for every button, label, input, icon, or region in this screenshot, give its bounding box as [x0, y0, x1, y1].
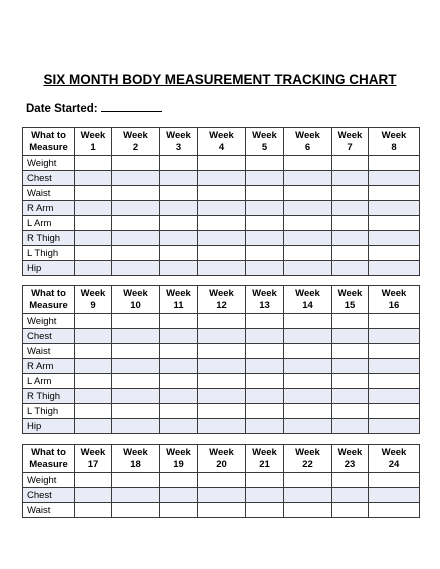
- entry-cell[interactable]: [246, 231, 284, 246]
- header-label-line2: Measure: [29, 458, 68, 470]
- measure-label: Waist: [23, 186, 75, 201]
- week-word: Week: [123, 447, 148, 458]
- week-word: Week: [252, 288, 277, 299]
- table-row: [23, 216, 420, 231]
- week-header-9: [75, 286, 112, 314]
- entry-cell[interactable]: [198, 488, 246, 503]
- entry-cell[interactable]: [160, 201, 198, 216]
- what-to-measure-header: [23, 128, 75, 156]
- date-started-blank-line[interactable]: [101, 101, 162, 112]
- entry-cell[interactable]: [198, 404, 246, 419]
- entry-cell[interactable]: [284, 503, 332, 518]
- entry-cell[interactable]: [284, 359, 332, 374]
- week-word: Week: [166, 130, 191, 141]
- entry-cell[interactable]: [246, 329, 284, 344]
- table-row: [23, 503, 420, 518]
- entry-cell[interactable]: [75, 503, 112, 518]
- entry-cell[interactable]: [284, 216, 332, 231]
- week-header-12: [198, 286, 246, 314]
- week-word: Week: [252, 447, 277, 458]
- entry-cell[interactable]: [332, 344, 369, 359]
- entry-cell[interactable]: [332, 156, 369, 171]
- entry-cell[interactable]: [112, 359, 160, 374]
- page-title: SIX MONTH BODY MEASUREMENT TRACKING CHART: [43, 72, 397, 87]
- week-word: Week: [209, 447, 234, 458]
- week-header-19: [160, 445, 198, 473]
- table-row: [23, 344, 420, 359]
- week-header-15: [332, 286, 369, 314]
- week-word: Week: [295, 130, 320, 141]
- week-word: Week: [123, 288, 148, 299]
- entry-cell[interactable]: [284, 473, 332, 488]
- measure-label: Hip: [23, 261, 75, 276]
- entry-cell[interactable]: [332, 216, 369, 231]
- entry-cell[interactable]: [246, 389, 284, 404]
- entry-cell[interactable]: [160, 329, 198, 344]
- entry-cell[interactable]: [369, 374, 420, 389]
- entry-cell[interactable]: [198, 261, 246, 276]
- table-row: [23, 246, 420, 261]
- entry-cell[interactable]: [284, 389, 332, 404]
- entry-cell[interactable]: [112, 374, 160, 389]
- entry-cell[interactable]: [198, 329, 246, 344]
- entry-cell[interactable]: [284, 261, 332, 276]
- entry-cell[interactable]: [246, 374, 284, 389]
- entry-cell[interactable]: [332, 419, 369, 434]
- week-word: Week: [209, 288, 234, 299]
- week-number: 8: [391, 141, 397, 153]
- measure-label: R Arm: [23, 201, 75, 216]
- week-header-13: [246, 286, 284, 314]
- entry-cell[interactable]: [332, 359, 369, 374]
- week-header-5: [246, 128, 284, 156]
- date-started-label: Date Started:: [26, 103, 98, 115]
- week-header-17: [75, 445, 112, 473]
- measure-label: R Arm: [23, 359, 75, 374]
- week-header-22: [284, 445, 332, 473]
- entry-cell[interactable]: [369, 186, 420, 201]
- entry-cell[interactable]: [160, 246, 198, 261]
- table-row: [23, 231, 420, 246]
- entry-cell[interactable]: [369, 231, 420, 246]
- entry-cell[interactable]: [112, 314, 160, 329]
- what-to-measure-header: [23, 286, 75, 314]
- header-label-line1: What to: [31, 447, 66, 458]
- table-row: [23, 186, 420, 201]
- entry-cell[interactable]: [246, 314, 284, 329]
- entry-cell[interactable]: [369, 359, 420, 374]
- entry-cell[interactable]: [75, 231, 112, 246]
- entry-cell[interactable]: [112, 404, 160, 419]
- entry-cell[interactable]: [198, 201, 246, 216]
- week-word: Week: [337, 288, 363, 299]
- measure-label: Waist: [23, 344, 75, 359]
- week-number: 24: [388, 458, 400, 470]
- entry-cell[interactable]: [112, 231, 160, 246]
- week-header-14: [284, 286, 332, 314]
- entry-cell[interactable]: [160, 503, 198, 518]
- date-started: [26, 101, 162, 115]
- entry-cell[interactable]: [112, 216, 160, 231]
- week-number: 21: [259, 458, 270, 470]
- entry-cell[interactable]: [246, 359, 284, 374]
- week-word: Week: [80, 447, 106, 458]
- entry-cell[interactable]: [160, 374, 198, 389]
- entry-cell[interactable]: [246, 246, 284, 261]
- entry-cell[interactable]: [284, 201, 332, 216]
- entry-cell[interactable]: [284, 404, 332, 419]
- entry-cell[interactable]: [284, 156, 332, 171]
- measure-label: Chest: [23, 488, 75, 503]
- week-number: 1: [90, 141, 96, 153]
- entry-cell[interactable]: [160, 389, 198, 404]
- week-header-21: [246, 445, 284, 473]
- header-row: [23, 286, 420, 314]
- table-row: [23, 329, 420, 344]
- entry-cell[interactable]: [332, 186, 369, 201]
- measure-label: Chest: [23, 329, 75, 344]
- entry-cell[interactable]: [246, 171, 284, 186]
- entry-cell[interactable]: [369, 404, 420, 419]
- entry-cell[interactable]: [246, 404, 284, 419]
- week-word: Week: [295, 288, 320, 299]
- header-label-line1: What to: [31, 288, 66, 299]
- week-header-3: [160, 128, 198, 156]
- entry-cell[interactable]: [160, 216, 198, 231]
- entry-cell[interactable]: [369, 201, 420, 216]
- entry-cell[interactable]: [160, 419, 198, 434]
- week-number: 23: [344, 458, 356, 470]
- measure-label: L Arm: [23, 216, 75, 231]
- week-header-1: [75, 128, 112, 156]
- entry-cell[interactable]: [160, 314, 198, 329]
- entry-cell[interactable]: [246, 419, 284, 434]
- entry-cell[interactable]: [284, 419, 332, 434]
- entry-cell[interactable]: [75, 216, 112, 231]
- entry-cell[interactable]: [332, 389, 369, 404]
- week-header-8: [369, 128, 420, 156]
- header-label-line1: What to: [31, 130, 66, 141]
- week-word: Week: [337, 130, 363, 141]
- week-number: 4: [218, 141, 225, 153]
- measure-label: Weight: [23, 314, 75, 329]
- entry-cell[interactable]: [112, 261, 160, 276]
- entry-cell[interactable]: [112, 329, 160, 344]
- entry-cell[interactable]: [369, 171, 420, 186]
- week-number: 7: [347, 141, 353, 153]
- week-word: Week: [252, 130, 277, 141]
- entry-cell[interactable]: [332, 171, 369, 186]
- measure-label: R Thigh: [23, 389, 75, 404]
- table-row: [23, 374, 420, 389]
- entry-cell[interactable]: [112, 389, 160, 404]
- entry-cell[interactable]: [75, 374, 112, 389]
- measure-label: L Thigh: [23, 404, 75, 419]
- entry-cell[interactable]: [198, 314, 246, 329]
- week-number: 5: [261, 141, 268, 153]
- entry-cell[interactable]: [369, 329, 420, 344]
- entry-cell[interactable]: [75, 473, 112, 488]
- entry-cell[interactable]: [332, 231, 369, 246]
- entry-cell[interactable]: [75, 404, 112, 419]
- entry-cell[interactable]: [369, 261, 420, 276]
- entry-cell[interactable]: [284, 344, 332, 359]
- entry-cell[interactable]: [284, 186, 332, 201]
- entry-cell[interactable]: [160, 231, 198, 246]
- entry-cell[interactable]: [160, 261, 198, 276]
- entry-cell[interactable]: [198, 344, 246, 359]
- entry-cell[interactable]: [369, 246, 420, 261]
- week-header-23: [332, 445, 369, 473]
- entry-cell[interactable]: [198, 156, 246, 171]
- entry-cell[interactable]: [75, 156, 112, 171]
- entry-cell[interactable]: [112, 201, 160, 216]
- week-word: Week: [381, 288, 407, 299]
- entry-cell[interactable]: [198, 473, 246, 488]
- entry-cell[interactable]: [75, 344, 112, 359]
- measure-label: Hip: [23, 419, 75, 434]
- entry-cell[interactable]: [160, 186, 198, 201]
- entry-cell[interactable]: [369, 216, 420, 231]
- table-row: [23, 201, 420, 216]
- week-number: 2: [132, 141, 139, 153]
- week-word: Week: [381, 130, 407, 141]
- week-number: 9: [90, 299, 96, 311]
- entry-cell[interactable]: [160, 156, 198, 171]
- header-label-line2: Measure: [29, 141, 68, 153]
- entry-cell[interactable]: [198, 389, 246, 404]
- entry-cell[interactable]: [75, 201, 112, 216]
- week-number: 20: [216, 458, 227, 470]
- week-number: 16: [388, 299, 400, 311]
- entry-cell[interactable]: [369, 419, 420, 434]
- entry-cell[interactable]: [75, 261, 112, 276]
- week-number: 14: [302, 299, 313, 311]
- week-header-20: [198, 445, 246, 473]
- entry-cell[interactable]: [332, 404, 369, 419]
- entry-cell[interactable]: [198, 359, 246, 374]
- entry-cell[interactable]: [246, 344, 284, 359]
- entry-cell[interactable]: [246, 201, 284, 216]
- entry-cell[interactable]: [75, 171, 112, 186]
- table-row: [23, 156, 420, 171]
- measure-label: Chest: [23, 171, 75, 186]
- week-number: 15: [344, 299, 356, 311]
- entry-cell[interactable]: [246, 473, 284, 488]
- measure-label: Weight: [23, 473, 75, 488]
- entry-cell[interactable]: [112, 344, 160, 359]
- week-number: 11: [173, 299, 184, 311]
- entry-cell[interactable]: [75, 246, 112, 261]
- entry-cell[interactable]: [246, 216, 284, 231]
- week-word: Week: [80, 288, 106, 299]
- table-row: [23, 389, 420, 404]
- header-row: [23, 128, 420, 156]
- entry-cell[interactable]: [369, 156, 420, 171]
- entry-cell[interactable]: [160, 171, 198, 186]
- entry-cell[interactable]: [112, 503, 160, 518]
- week-header-10: [112, 286, 160, 314]
- entry-cell[interactable]: [198, 171, 246, 186]
- week-header-24: [369, 445, 420, 473]
- header-label-line2: Measure: [29, 299, 68, 311]
- measurement-table-weeks-1-8: [22, 127, 420, 276]
- week-number: 6: [304, 141, 311, 153]
- week-header-2: [112, 128, 160, 156]
- entry-cell[interactable]: [284, 314, 332, 329]
- week-header-6: [284, 128, 332, 156]
- entry-cell[interactable]: [75, 329, 112, 344]
- what-to-measure-header: [23, 445, 75, 473]
- table-row: [23, 488, 420, 503]
- entry-cell[interactable]: [112, 473, 160, 488]
- week-number: 10: [130, 299, 141, 311]
- week-number: 19: [173, 458, 184, 470]
- week-number: 3: [175, 141, 182, 153]
- entry-cell[interactable]: [75, 314, 112, 329]
- entry-cell[interactable]: [284, 231, 332, 246]
- measure-label: L Thigh: [23, 246, 75, 261]
- entry-cell[interactable]: [369, 344, 420, 359]
- entry-cell[interactable]: [332, 246, 369, 261]
- week-word: Week: [80, 130, 106, 141]
- entry-cell[interactable]: [75, 419, 112, 434]
- week-number: 12: [216, 299, 227, 311]
- table-row: [23, 171, 420, 186]
- entry-cell[interactable]: [198, 186, 246, 201]
- week-header-7: [332, 128, 369, 156]
- entry-cell[interactable]: [332, 329, 369, 344]
- table-row: [23, 261, 420, 276]
- table-row: [23, 419, 420, 434]
- week-word: Week: [295, 447, 320, 458]
- week-header-18: [112, 445, 160, 473]
- week-word: Week: [123, 130, 148, 141]
- entry-cell[interactable]: [198, 216, 246, 231]
- entry-cell[interactable]: [160, 473, 198, 488]
- entry-cell[interactable]: [246, 488, 284, 503]
- entry-cell[interactable]: [284, 488, 332, 503]
- entry-cell[interactable]: [332, 261, 369, 276]
- entry-cell[interactable]: [75, 359, 112, 374]
- entry-cell[interactable]: [198, 246, 246, 261]
- entry-cell[interactable]: [246, 503, 284, 518]
- week-word: Week: [166, 447, 191, 458]
- week-number: 17: [87, 458, 99, 470]
- week-header-16: [369, 286, 420, 314]
- entry-cell[interactable]: [369, 473, 420, 488]
- entry-cell[interactable]: [112, 419, 160, 434]
- entry-cell[interactable]: [198, 231, 246, 246]
- entry-cell[interactable]: [112, 171, 160, 186]
- measure-label: Waist: [23, 503, 75, 518]
- measure-label: R Thigh: [23, 231, 75, 246]
- entry-cell[interactable]: [284, 374, 332, 389]
- entry-cell[interactable]: [332, 503, 369, 518]
- entry-cell[interactable]: [160, 404, 198, 419]
- entry-cell[interactable]: [75, 488, 112, 503]
- entry-cell[interactable]: [284, 171, 332, 186]
- entry-cell[interactable]: [369, 389, 420, 404]
- entry-cell[interactable]: [160, 359, 198, 374]
- table-row: [23, 359, 420, 374]
- week-number: 18: [130, 458, 141, 470]
- week-word: Week: [337, 447, 363, 458]
- entry-cell[interactable]: [332, 488, 369, 503]
- week-word: Week: [166, 288, 191, 299]
- entry-cell[interactable]: [112, 246, 160, 261]
- entry-cell[interactable]: [369, 314, 420, 329]
- entry-cell[interactable]: [284, 246, 332, 261]
- entry-cell[interactable]: [332, 374, 369, 389]
- week-number: 22: [302, 458, 313, 470]
- week-word: Week: [381, 447, 407, 458]
- measure-label: L Arm: [23, 374, 75, 389]
- week-header-11: [160, 286, 198, 314]
- measurement-table-weeks-17-24: [22, 444, 420, 518]
- entry-cell[interactable]: [112, 488, 160, 503]
- entry-cell[interactable]: [75, 186, 112, 201]
- entry-cell[interactable]: [246, 261, 284, 276]
- entry-cell[interactable]: [369, 503, 420, 518]
- table-row: [23, 404, 420, 419]
- entry-cell[interactable]: [332, 473, 369, 488]
- table-row: [23, 473, 420, 488]
- entry-cell[interactable]: [75, 389, 112, 404]
- week-header-4: [198, 128, 246, 156]
- measure-label: Weight: [23, 156, 75, 171]
- entry-cell[interactable]: [246, 156, 284, 171]
- entry-cell[interactable]: [112, 156, 160, 171]
- entry-cell[interactable]: [198, 503, 246, 518]
- entry-cell[interactable]: [332, 314, 369, 329]
- entry-cell[interactable]: [160, 344, 198, 359]
- entry-cell[interactable]: [332, 201, 369, 216]
- week-word: Week: [209, 130, 234, 141]
- entry-cell[interactable]: [112, 186, 160, 201]
- table-row: [23, 314, 420, 329]
- measurement-table-weeks-9-16: [22, 285, 420, 434]
- entry-cell[interactable]: [160, 488, 198, 503]
- entry-cell[interactable]: [284, 329, 332, 344]
- entry-cell[interactable]: [198, 419, 246, 434]
- entry-cell[interactable]: [246, 186, 284, 201]
- week-number: 13: [259, 299, 270, 311]
- entry-cell[interactable]: [198, 374, 246, 389]
- header-row: [23, 445, 420, 473]
- entry-cell[interactable]: [369, 488, 420, 503]
